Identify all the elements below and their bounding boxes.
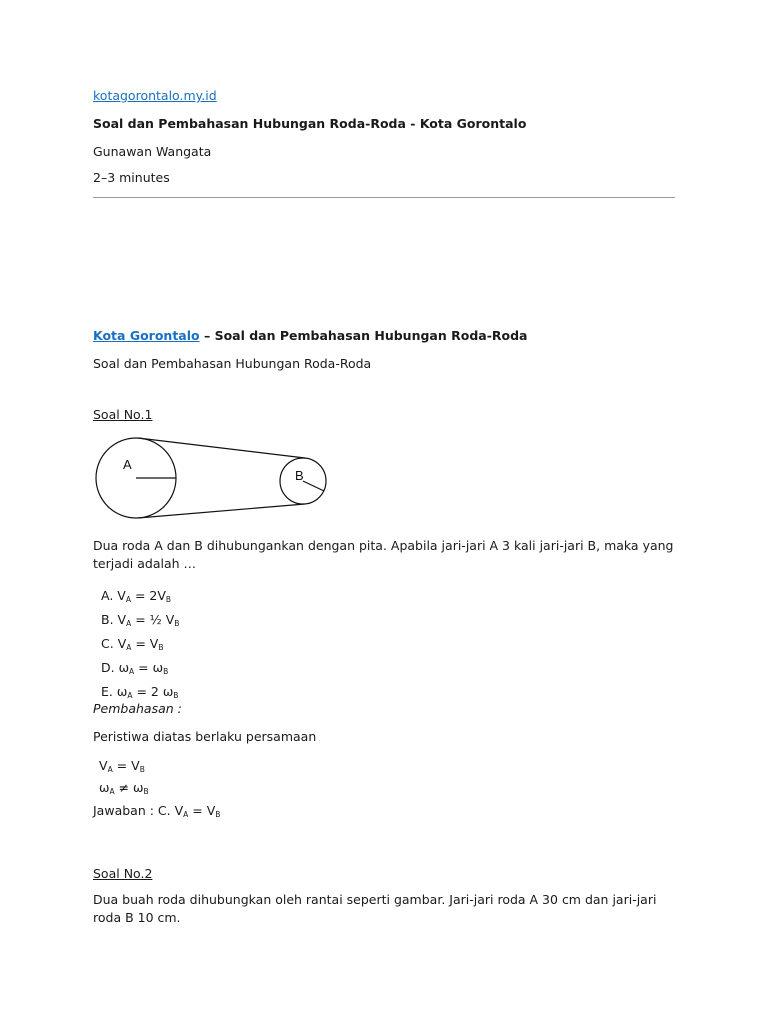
question-2-text: Dua buah roda dihubungkan oleh rantai seperti gambar. Jari-jari roda A 30 cm dan jari-jari roda B 10 cm. xyxy=(93,892,657,925)
header-divider xyxy=(93,197,675,198)
option-b: B. $V_A$ = ½ $V_B$ xyxy=(101,612,180,628)
source-link[interactable]: kotagorontalo.my.id xyxy=(93,88,217,103)
wheel-b-label: B xyxy=(295,468,304,483)
question-1-text: Dua roda A dan B dihubungankan dengan pita. Apabila jari-jari A 3 kali jari-jari B, maka yang terjadi adalah … xyxy=(93,538,674,571)
option-e: E. $\omega_A = 2$ $\omega_B$ xyxy=(101,684,179,700)
page-title: Soal dan Pembahasan Hubungan Roda-Roda - Kota Gorontalo xyxy=(93,116,527,131)
discussion-equations xyxy=(99,757,149,801)
answer-line: Jawaban : C. $V_A = V_B$ xyxy=(93,803,221,819)
option-c: C. $V_A = V_B$ xyxy=(101,636,164,652)
article-subtitle: Soal dan Pembahasan Hubungan Roda-Roda xyxy=(93,356,372,371)
read-time: 2–3 minutes xyxy=(93,170,170,185)
question-1-label: Soal No.1 xyxy=(93,407,153,422)
belt-wheels-figure xyxy=(93,436,333,520)
heading-link[interactable]: Kota Gorontalo xyxy=(93,328,200,343)
option-a: A. $V_A = 2V_B$ xyxy=(101,588,172,604)
belt-bottom xyxy=(138,504,305,518)
author-name: Gunawan Wangata xyxy=(93,144,212,159)
answer-options xyxy=(101,586,179,706)
discussion-text: Peristiwa diatas berlaku persamaan xyxy=(93,729,317,744)
article-heading xyxy=(93,328,527,343)
question-2-label: Soal No.2 xyxy=(93,866,153,881)
wheel-b-radius xyxy=(303,481,324,491)
wheel-a-label: A xyxy=(123,457,132,472)
heading-rest: – Soal dan Pembahasan Hubungan Roda-Roda xyxy=(199,328,528,343)
equation-2: $\omega_A \ne \omega_B$ xyxy=(99,780,149,796)
discussion-label: Pembahasan : xyxy=(93,701,182,716)
equation-1: $V_A = V_B$ xyxy=(99,758,145,774)
option-d: D. $\omega_A = \omega_B$ xyxy=(101,660,169,676)
